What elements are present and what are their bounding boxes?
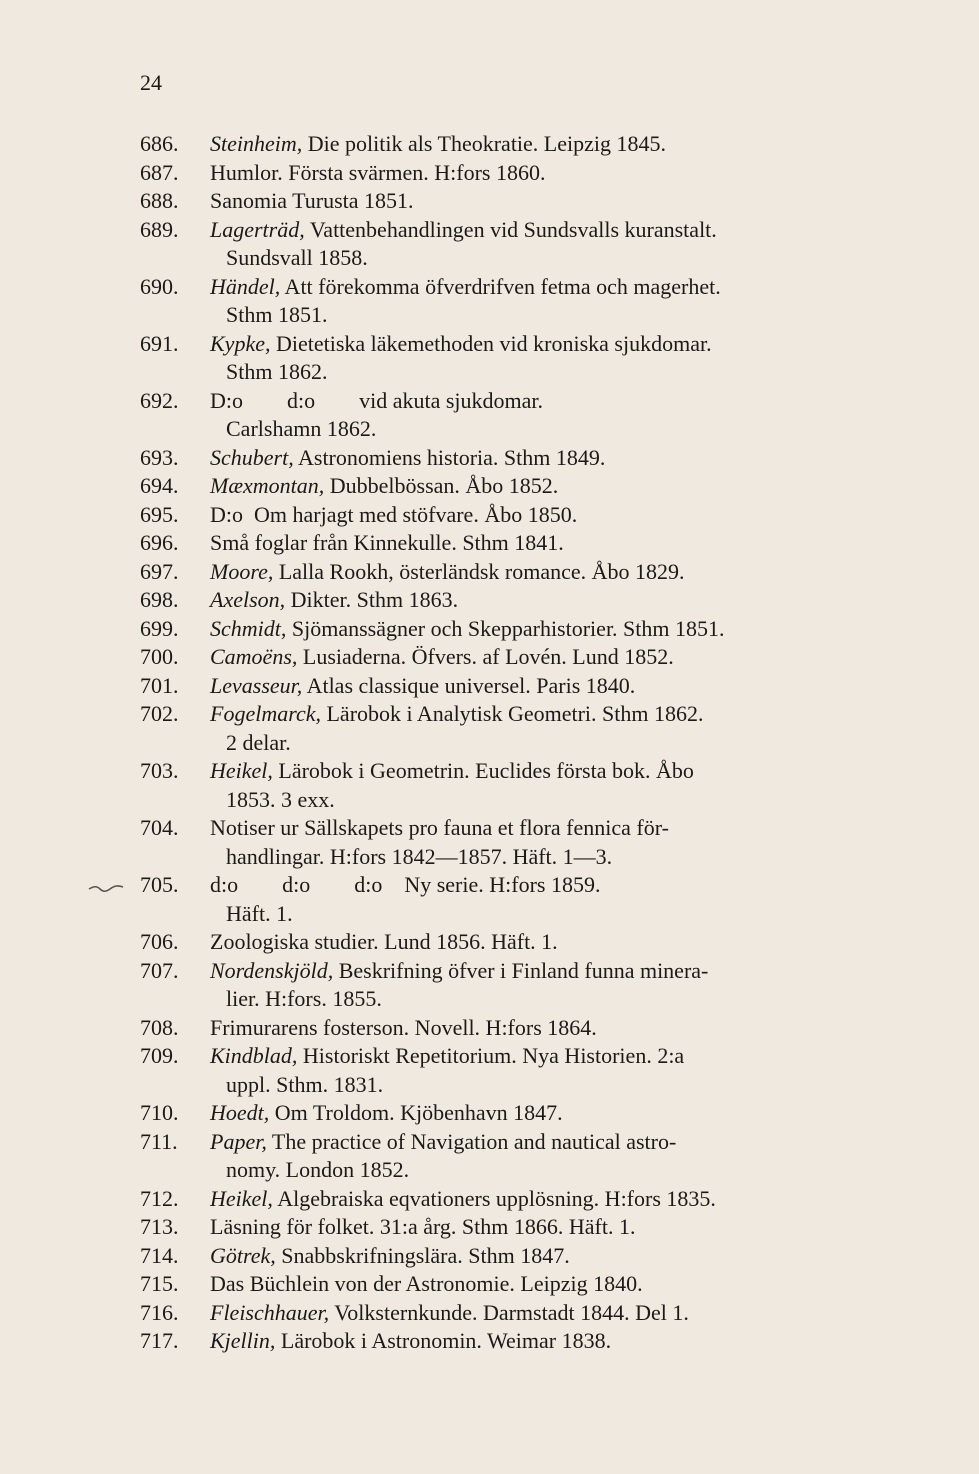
entry-number: 705. (140, 872, 179, 897)
entry-number: 702. (140, 701, 179, 726)
entry-body (210, 871, 900, 928)
entry-continuation: Carlshamn 1862. (226, 416, 377, 441)
entry-continuation: nomy. London 1852. (226, 1157, 410, 1182)
catalog-entry (140, 586, 900, 615)
entry-body (210, 957, 900, 1014)
catalog-entry (140, 1299, 900, 1328)
entry-body (210, 444, 900, 473)
entry-author: Lagerträd, (210, 216, 305, 242)
entry-number: 714. (140, 1242, 179, 1268)
entry-body (210, 1270, 900, 1299)
catalog-entry (140, 1213, 900, 1242)
entry-body (210, 757, 900, 814)
entry-author: Steinheim, (210, 131, 303, 156)
catalog-entry (140, 216, 900, 273)
entry-author: Schmidt, (210, 615, 287, 641)
entry-number: 689. (140, 216, 179, 242)
entry-body (210, 558, 900, 587)
entry-author: Fleischhauer, (210, 1299, 330, 1325)
entry-text: The practice of Navigation and nautical astro- (266, 1128, 677, 1154)
entry-continuation: 1853. 3 exx. (226, 786, 335, 812)
catalog-entry (140, 643, 900, 672)
entry-author: Kjellin, (210, 1328, 276, 1353)
entry-text: Lalla Rookh, österländsk romance. Åbo 1829. (273, 558, 685, 584)
entry-text: Små foglar från Kinnekulle. Sthm 1841. (210, 530, 564, 555)
entry-author: Schubert, (210, 444, 294, 470)
entry-body (210, 672, 900, 701)
entry-body (210, 1299, 900, 1328)
entry-text: Sanomia Turusta 1851. (210, 188, 414, 213)
catalog-entry (140, 1327, 900, 1356)
entry-number: 698. (140, 587, 179, 612)
entry-author: Nordenskjöld, (210, 957, 334, 983)
entry-author: Fogelmarck, (210, 701, 321, 726)
entry-text: Lärobok i Astronomin. Weimar 1838. (275, 1328, 612, 1353)
entry-number: 699. (140, 615, 179, 641)
entry-body (210, 1014, 900, 1043)
entry-author: Camoëns, (210, 644, 298, 669)
catalog-entry (140, 159, 900, 188)
entry-text: Om Troldom. Kjöbenhavn 1847. (269, 1100, 563, 1125)
catalog-entries (140, 130, 900, 1356)
entry-number: 704. (140, 815, 179, 840)
entry-body (210, 1185, 900, 1214)
entry-number: 697. (140, 558, 179, 584)
catalog-entry (140, 1014, 900, 1043)
entry-text: Lärobok i Geometrin. Euclides första bok. Åbo (272, 758, 694, 783)
catalog-entry (140, 387, 900, 444)
entry-body (210, 615, 900, 644)
entry-number: 710. (140, 1100, 179, 1125)
entry-number: 691. (140, 330, 179, 356)
entry-body (210, 501, 900, 530)
entry-author: Paper, (210, 1128, 267, 1154)
entry-author: Moore, (210, 558, 274, 584)
catalog-entry (140, 330, 900, 387)
entry-body (210, 1099, 900, 1128)
catalog-entry (140, 1099, 900, 1128)
entry-text: Astronomiens historia. Sthm 1849. (293, 444, 606, 470)
entry-text: Frimurarens fosterson. Novell. H:fors 1864. (210, 1014, 597, 1040)
catalog-entry (140, 700, 900, 757)
entry-continuation: uppl. Sthm. 1831. (226, 1071, 384, 1097)
entry-number: 692. (140, 387, 179, 413)
entry-text: Algebraiska eqvationers upplösning. H:fors 1835. (272, 1185, 716, 1211)
entry-number: 717. (140, 1328, 179, 1353)
entry-body (210, 216, 900, 273)
entry-body (210, 159, 900, 188)
entry-number: 708. (140, 1014, 179, 1040)
entry-body (210, 700, 900, 757)
entry-text: Humlor. Första svärmen. H:fors 1860. (210, 159, 546, 185)
entry-author: Kindblad, (210, 1043, 298, 1068)
entry-text: Dietetiska läkemethoden vid kroniska sjukdomar. (270, 330, 712, 356)
entry-number: 687. (140, 159, 179, 185)
catalog-entry (140, 757, 900, 814)
entry-author: Kypke, (210, 330, 271, 356)
entry-text: Sjömanssägner och Skepparhistorier. Sthm 1851. (286, 615, 725, 641)
entry-author: Heikel, (210, 1185, 273, 1211)
catalog-entry (140, 558, 900, 587)
entry-text: Dubbelbössan. Åbo 1852. (324, 473, 559, 498)
entry-body (210, 1042, 900, 1099)
entry-number: 716. (140, 1299, 179, 1325)
catalog-entry (140, 871, 900, 928)
entry-author: Axelson, (210, 587, 286, 612)
entry-text: Atlas classique universel. Paris 1840. (302, 672, 636, 698)
entry-number: 713. (140, 1214, 179, 1239)
entry-author: Levasseur, (210, 672, 303, 698)
catalog-entry (140, 1042, 900, 1099)
entry-text: Läsning för folket. 31:a årg. Sthm 1866. Häft. 1. (210, 1214, 636, 1239)
entry-number: 694. (140, 473, 179, 498)
entry-author: Heikel, (210, 758, 273, 783)
entry-text: Dikter. Sthm 1863. (285, 587, 459, 612)
entry-text: Die politik als Theokratie. Leipzig 1845. (302, 131, 666, 156)
entry-number: 707. (140, 957, 179, 983)
entry-text: Snabbskrifningslära. Sthm 1847. (275, 1242, 570, 1268)
entry-body (210, 187, 900, 216)
entry-body (210, 529, 900, 558)
entry-number: 706. (140, 929, 179, 954)
entry-author: Götrek, (210, 1242, 276, 1268)
catalog-entry (140, 814, 900, 871)
catalog-entry (140, 501, 900, 530)
entry-number: 709. (140, 1043, 179, 1068)
entry-text: Beskrifning öfver i Finland funna minera- (333, 957, 709, 983)
entry-text: Zoologiska studier. Lund 1856. Häft. 1. (210, 929, 558, 954)
catalog-entry (140, 1185, 900, 1214)
entry-body (210, 643, 900, 672)
entry-continuation: Häft. 1. (226, 900, 293, 926)
entry-body (210, 330, 900, 387)
catalog-entry (140, 672, 900, 701)
entry-author: Hoedt, (210, 1100, 270, 1125)
page-number: 24 (140, 70, 162, 95)
entry-number: 715. (140, 1271, 179, 1296)
entry-text: D:o Om harjagt med stöfvare. Åbo 1850. (210, 501, 578, 527)
entry-text: d:o d:o d:o Ny serie. H:fors 1859. (210, 872, 601, 897)
catalog-entry (140, 472, 900, 501)
entry-text: Historiskt Repetitorium. Nya Historien. 2:a (297, 1043, 685, 1068)
entry-text: D:o d:o vid akuta sjukdomar. (210, 387, 544, 413)
catalog-entry (140, 130, 900, 159)
entry-number: 700. (140, 644, 179, 669)
entry-number: 688. (140, 188, 179, 213)
catalog-entry (140, 444, 900, 473)
margin-pencil-mark (88, 882, 124, 894)
entry-text: Volksternkunde. Darmstadt 1844. Del 1. (329, 1299, 689, 1325)
entry-body (210, 130, 900, 159)
entry-body (210, 387, 900, 444)
entry-continuation: Sundsvall 1858. (226, 245, 368, 270)
entry-text: Das Büchlein von der Astronomie. Leipzig 1840. (210, 1271, 643, 1296)
entry-text: Lärobok i Analytisk Geometri. Sthm 1862. (320, 701, 704, 726)
catalog-entry (140, 928, 900, 957)
catalog-entry (140, 273, 900, 330)
entry-body (210, 1213, 900, 1242)
entry-body (210, 1128, 900, 1185)
catalog-entry (140, 615, 900, 644)
entry-text: Notiser ur Sällskapets pro fauna et flora fennica för- (210, 815, 669, 840)
entry-author: Mæxmontan, (210, 473, 325, 498)
catalog-entry (140, 1270, 900, 1299)
entry-number: 712. (140, 1185, 179, 1211)
entry-number: 695. (140, 501, 179, 527)
catalog-entry (140, 529, 900, 558)
entry-number: 696. (140, 530, 179, 555)
entry-author: Händel, (210, 273, 281, 299)
entry-body (210, 814, 900, 871)
entry-number: 686. (140, 131, 179, 156)
catalog-entry (140, 187, 900, 216)
entry-body (210, 1242, 900, 1271)
entry-body (210, 1327, 900, 1356)
entry-continuation: Sthm 1851. (226, 302, 328, 327)
entry-number: 690. (140, 273, 179, 299)
entry-number: 693. (140, 444, 179, 470)
entry-body (210, 273, 900, 330)
entry-text: Vattenbehandlingen vid Sundsvalls kuranstalt. (304, 216, 717, 242)
catalog-entry (140, 1242, 900, 1271)
catalog-entry (140, 1128, 900, 1185)
entry-number: 703. (140, 758, 179, 783)
entry-number: 701. (140, 672, 179, 698)
entry-number: 711. (140, 1128, 178, 1154)
catalog-entry (140, 957, 900, 1014)
entry-body (210, 472, 900, 501)
entry-continuation: handlingar. H:fors 1842—1857. Häft. 1—3. (226, 843, 613, 869)
entry-text: Att förekomma öfverdrifven fetma och magerhet. (280, 273, 721, 299)
entry-continuation: 2 delar. (226, 729, 291, 755)
entry-body (210, 928, 900, 957)
entry-continuation: Sthm 1862. (226, 359, 328, 384)
entry-text: Lusiaderna. Öfvers. af Lovén. Lund 1852. (297, 644, 674, 669)
entry-continuation: lier. H:fors. 1855. (226, 986, 382, 1011)
entry-body (210, 586, 900, 615)
